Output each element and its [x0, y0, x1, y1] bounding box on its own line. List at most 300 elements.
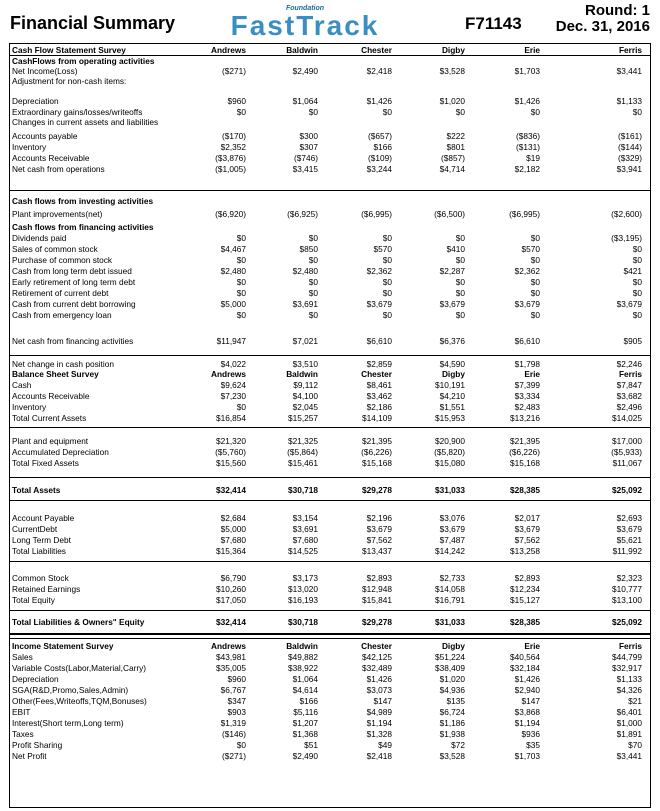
- balance-total-equity-label: Total Equity: [12, 595, 55, 605]
- cash-flow-net-ops-chester: $3,244: [366, 164, 392, 174]
- balance-total-liab-digby: $14,242: [435, 546, 465, 556]
- balance-current-debt-digby: $3,679: [439, 524, 465, 534]
- balance-accum-dep-label: Accumulated Depreciation: [12, 447, 109, 457]
- section-divider: [9, 477, 651, 478]
- balance-title-company-chester: Chester: [361, 369, 392, 379]
- balance-lt-debt-ferris: $5,621: [616, 535, 642, 545]
- section-divider: [9, 427, 651, 428]
- cash-flow-receivable-baldwin: ($746): [294, 153, 318, 163]
- cash-flow-inventory-digby: $801: [446, 142, 465, 152]
- cash-flow-changes-title-label: Changes in current assets and liabilities: [12, 117, 159, 127]
- cash-flow-fin-title-label: Cash flows from financing activities: [12, 222, 154, 232]
- income-ebit-chester: $4,989: [366, 707, 392, 717]
- balance-retained-digby: $14,058: [435, 584, 465, 594]
- income-net-profit-baldwin: $2,490: [292, 751, 318, 761]
- section-divider: [9, 633, 651, 635]
- cash-flow-payable-chester: ($657): [368, 131, 392, 141]
- income-depreciation-ferris: $1,133: [616, 674, 642, 684]
- cash-flow-retire-current-row: [9, 288, 649, 299]
- income-depreciation-andrews: $960: [227, 674, 246, 684]
- balance-total-equity-ferris: $13,100: [612, 595, 642, 605]
- balance-total-fixed-chester: $15,168: [362, 458, 392, 468]
- balance-inventory-ferris: $2,496: [616, 402, 642, 412]
- income-sales-digby: $51,224: [435, 652, 465, 662]
- income-variable-baldwin: $38,922: [288, 663, 318, 673]
- cash-flow-net-change-ferris: $2,246: [616, 359, 642, 369]
- income-sga-ferris: $4,326: [616, 685, 642, 695]
- cash-flow-net-ops-row: [9, 164, 649, 175]
- balance-receivable-digby: $4,210: [439, 391, 465, 401]
- balance-plant-chester: $21,395: [362, 436, 392, 446]
- balance-cash-label: Cash: [12, 380, 32, 390]
- balance-total-current-digby: $15,953: [435, 413, 465, 423]
- balance-total-equity-row: [9, 595, 649, 606]
- income-taxes-row: [9, 729, 649, 740]
- cash-flow-net-fin-erie: $6,610: [514, 336, 540, 346]
- cash-flow-receivable-chester: ($109): [368, 153, 392, 163]
- cash-flow-purchase-stock-baldwin: $0: [308, 255, 318, 265]
- balance-total-assets-baldwin: $30,718: [288, 485, 318, 495]
- cash-flow-lt-issued-erie: $2,362: [514, 266, 540, 276]
- cash-flow-sales-stock-andrews: $4,467: [220, 244, 246, 254]
- balance-total-assets-digby: $31,033: [435, 485, 465, 495]
- balance-retained-baldwin: $13,020: [288, 584, 318, 594]
- balance-retained-label: Retained Earnings: [12, 584, 81, 594]
- balance-total-equity-baldwin: $16,193: [288, 595, 318, 605]
- income-other-chester: $147: [373, 696, 392, 706]
- balance-common-stock-digby: $2,733: [439, 573, 465, 583]
- balance-total-le-chester: $29,278: [362, 617, 392, 627]
- cash-flow-dividends-label: Dividends paid: [12, 233, 67, 243]
- cash-flow-lt-issued-label: Cash from long term debt issued: [12, 266, 132, 276]
- cash-flow-inventory-andrews: $2,352: [220, 142, 246, 152]
- cash-flow-plant-andrews: ($6,920): [215, 209, 246, 219]
- cash-flow-sales-stock-erie: $570: [521, 244, 540, 254]
- balance-total-fixed-digby: $15,080: [435, 458, 465, 468]
- balance-inventory-row: [9, 402, 649, 413]
- balance-retained-erie: $12,234: [510, 584, 540, 594]
- income-other-row: [9, 696, 649, 707]
- income-ebit-digby: $6,724: [439, 707, 465, 717]
- cash-flow-inventory-erie: ($131): [516, 142, 540, 152]
- income-title-company-erie: Erie: [524, 641, 540, 651]
- cash-flow-net-income-chester: $2,418: [366, 66, 392, 76]
- income-variable-row: [9, 663, 649, 674]
- income-net-profit-label: Net Profit: [12, 751, 47, 761]
- income-sga-erie: $2,940: [514, 685, 540, 695]
- cash-flow-net-ops-andrews: ($1,005): [215, 164, 246, 174]
- income-ebit-erie: $3,868: [514, 707, 540, 717]
- cash-flow-current-borrow-erie: $3,679: [514, 299, 540, 309]
- cash-flow-dividends-row: [9, 233, 649, 244]
- cash-flow-receivable-digby: ($857): [441, 153, 465, 163]
- cash-flow-net-fin-ferris: $905: [623, 336, 642, 346]
- balance-total-equity-andrews: $17,050: [216, 595, 246, 605]
- cash-flow-sales-stock-label: Sales of common stock: [12, 244, 98, 254]
- income-variable-erie: $32,184: [510, 663, 540, 673]
- cash-flow-receivable-andrews: ($3,876): [215, 153, 246, 163]
- cash-flow-lt-early-ferris: $0: [632, 277, 642, 287]
- cash-flow-net-fin-label: Net cash from financing activities: [12, 336, 134, 346]
- balance-accum-dep-ferris: ($5,933): [611, 447, 642, 457]
- balance-cash-row: [9, 380, 649, 391]
- cash-flow-current-borrow-andrews: $5,000: [220, 299, 246, 309]
- cash-flow-dividends-andrews: $0: [236, 233, 246, 243]
- balance-inventory-label: Inventory: [12, 402, 47, 412]
- balance-total-current-label: Total Current Assets: [12, 413, 87, 423]
- balance-title-label: Balance Sheet Survey: [12, 369, 99, 379]
- cash-flow-emergency-ferris: $0: [632, 310, 642, 320]
- balance-cash-ferris: $7,847: [616, 380, 642, 390]
- balance-total-assets-row: [9, 485, 649, 496]
- cash-flow-purchase-stock-chester: $0: [382, 255, 392, 265]
- balance-cash-baldwin: $9,112: [293, 380, 318, 390]
- balance-inventory-baldwin: $2,045: [292, 402, 318, 412]
- cash-flow-lt-early-row: [9, 277, 649, 288]
- balance-total-fixed-label: Total Fixed Assets: [12, 458, 79, 468]
- balance-inventory-andrews: $0: [236, 402, 246, 412]
- balance-common-stock-erie: $2,893: [514, 573, 540, 583]
- balance-current-debt-chester: $3,679: [366, 524, 392, 534]
- balance-inventory-chester: $2,186: [366, 402, 392, 412]
- balance-payable-ferris: $2,693: [616, 513, 642, 523]
- balance-cash-erie: $7,399: [514, 380, 540, 390]
- balance-accum-dep-baldwin: ($5,864): [287, 447, 318, 457]
- balance-total-liab-erie: $13,258: [510, 546, 540, 556]
- balance-retained-ferris: $10,777: [612, 584, 642, 594]
- income-variable-label: Variable Costs(Labor,Material,Carry): [12, 663, 147, 673]
- balance-title-company-andrews: Andrews: [210, 369, 246, 379]
- income-sales-label: Sales: [12, 652, 33, 662]
- section-divider: [9, 55, 651, 56]
- cash-flow-payable-digby: $222: [446, 131, 465, 141]
- cash-flow-extraordinary-label: Extraordinary gains/losses/writeoffs: [12, 107, 143, 117]
- balance-accum-dep-erie: ($6,226): [509, 447, 540, 457]
- income-taxes-baldwin: $1,368: [292, 729, 318, 739]
- cash-flow-lt-issued-andrews: $2,480: [220, 266, 246, 276]
- cash-flow-purchase-stock-label: Purchase of common stock: [12, 255, 113, 265]
- balance-inventory-digby: $1,551: [439, 402, 465, 412]
- income-profit-sharing-chester: $49: [378, 740, 392, 750]
- balance-plant-ferris: $17,000: [612, 436, 642, 446]
- cash-flow-net-income-ferris: $3,441: [616, 66, 642, 76]
- cash-flow-current-borrow-label: Cash from current debt borrowing: [12, 299, 136, 309]
- cash-flow-net-fin-row: [9, 336, 649, 347]
- cash-flow-receivable-erie: $19: [526, 153, 540, 163]
- balance-common-stock-ferris: $2,323: [616, 573, 642, 583]
- income-title-company-chester: Chester: [361, 641, 392, 651]
- income-interest-label: Interest(Short term,Long term): [12, 718, 124, 728]
- income-net-profit-digby: $3,528: [439, 751, 465, 761]
- income-depreciation-row: [9, 674, 649, 685]
- balance-inventory-erie: $2,483: [514, 402, 540, 412]
- cash-flow-inv-title-label: Cash flows from investing activities: [12, 196, 154, 206]
- balance-total-current-ferris: $14,025: [612, 413, 642, 423]
- income-interest-andrews: $1,319: [220, 718, 246, 728]
- income-interest-ferris: $1,000: [616, 718, 642, 728]
- balance-total-assets-chester: $29,278: [362, 485, 392, 495]
- balance-accum-dep-row: [9, 447, 649, 458]
- balance-common-stock-chester: $2,893: [366, 573, 392, 583]
- cash-flow-purchase-stock-digby: $0: [455, 255, 465, 265]
- income-net-profit-erie: $1,703: [514, 751, 540, 761]
- cash-flow-sales-stock-baldwin: $850: [299, 244, 318, 254]
- cash-flow-inv-title-row: [9, 196, 649, 207]
- balance-current-debt-andrews: $5,000: [220, 524, 246, 534]
- company-name-digby: Digby: [441, 45, 465, 55]
- cash-flow-net-ops-ferris: $3,941: [616, 164, 642, 174]
- balance-lt-debt-baldwin: $7,680: [292, 535, 318, 545]
- income-depreciation-baldwin: $1,064: [292, 674, 318, 684]
- income-sga-digby: $4,936: [439, 685, 465, 695]
- cash-flow-lt-early-chester: $0: [382, 277, 392, 287]
- cash-flow-purchase-stock-erie: $0: [530, 255, 540, 265]
- income-variable-digby: $38,409: [435, 663, 465, 673]
- income-title-company-baldwin: Baldwin: [286, 641, 318, 651]
- cash-flow-sales-stock-row: [9, 244, 649, 255]
- cash-flow-net-income-andrews: ($271): [222, 66, 246, 76]
- cash-flow-plant-baldwin: ($6,925): [287, 209, 318, 219]
- balance-current-debt-ferris: $3,679: [616, 524, 642, 534]
- income-depreciation-chester: $1,426: [366, 674, 392, 684]
- income-taxes-digby: $1,938: [439, 729, 465, 739]
- balance-total-liab-baldwin: $14,525: [288, 546, 318, 556]
- cash-flow-emergency-chester: $0: [382, 310, 392, 320]
- cash-flow-op-title-label: CashFlows from operating activities: [12, 56, 155, 66]
- income-sales-row: [9, 652, 649, 663]
- balance-total-le-erie: $28,385: [510, 617, 540, 627]
- cash-flow-depreciation-andrews: $960: [227, 96, 246, 106]
- cash-flow-sales-stock-digby: $410: [446, 244, 465, 254]
- cash-flow-extraordinary-ferris: $0: [632, 107, 642, 117]
- balance-lt-debt-digby: $7,487: [439, 535, 465, 545]
- cash-flow-net-fin-digby: $6,376: [439, 336, 465, 346]
- income-title-row: [9, 641, 649, 652]
- income-taxes-label: Taxes: [12, 729, 34, 739]
- cash-flow-net-income-baldwin: $2,490: [292, 66, 318, 76]
- company-name-chester: Chester: [361, 45, 392, 55]
- income-title-company-digby: Digby: [441, 641, 465, 651]
- balance-total-liab-chester: $13,437: [362, 546, 392, 556]
- balance-total-le-andrews: $32,414: [216, 617, 246, 627]
- cash-flow-dividends-ferris: ($3,195): [611, 233, 642, 243]
- cash-flow-emergency-label: Cash from emergency loan: [12, 310, 112, 320]
- balance-total-current-chester: $14,109: [362, 413, 392, 423]
- balance-payable-andrews: $2,684: [220, 513, 246, 523]
- balance-accum-dep-digby: ($5,820): [434, 447, 465, 457]
- cash-flow-payable-baldwin: $300: [299, 131, 318, 141]
- income-profit-sharing-label: Profit Sharing: [12, 740, 63, 750]
- section-divider: [9, 355, 651, 356]
- balance-receivable-baldwin: $4,100: [292, 391, 318, 401]
- income-other-label: Other(Fees,Writeoffs,TQM,Bonuses): [12, 696, 147, 706]
- balance-total-fixed-ferris: $11,067: [612, 458, 642, 468]
- income-profit-sharing-digby: $72: [451, 740, 465, 750]
- income-net-profit-row: [9, 751, 649, 762]
- income-profit-sharing-row: [9, 740, 649, 751]
- income-net-profit-chester: $2,418: [366, 751, 392, 761]
- cash-flow-retire-current-chester: $0: [382, 288, 392, 298]
- income-sga-andrews: $6,767: [220, 685, 246, 695]
- cash-flow-inventory-ferris: ($144): [618, 142, 642, 152]
- cash-flow-retire-current-erie: $0: [530, 288, 540, 298]
- balance-common-stock-andrews: $6,790: [220, 573, 246, 583]
- balance-payable-label: Account Payable: [12, 513, 75, 523]
- income-ebit-baldwin: $5,116: [293, 707, 318, 717]
- section-divider: [9, 610, 651, 611]
- income-sga-label: SGA(R&D,Promo,Sales,Admin): [12, 685, 129, 695]
- cash-flow-receivable-row: [9, 153, 649, 164]
- balance-total-current-andrews: $16,854: [216, 413, 246, 423]
- cash-flow-emergency-row: [9, 310, 649, 321]
- income-taxes-andrews: ($146): [222, 729, 246, 739]
- balance-receivable-ferris: $3,682: [616, 391, 642, 401]
- balance-total-current-erie: $13,216: [510, 413, 540, 423]
- cash-flow-extraordinary-chester: $0: [382, 107, 392, 117]
- balance-accum-dep-andrews: ($5,760): [215, 447, 246, 457]
- income-other-baldwin: $166: [299, 696, 318, 706]
- cash-flow-net-change-digby: $4,590: [439, 359, 465, 369]
- cash-flow-plant-ferris: ($2,600): [611, 209, 642, 219]
- income-sales-erie: $40,564: [510, 652, 540, 662]
- cash-flow-inventory-label: Inventory: [12, 142, 47, 152]
- income-interest-erie: $1,194: [514, 718, 540, 728]
- round-date: Dec. 31, 2016: [555, 18, 650, 35]
- balance-total-fixed-row: [9, 458, 649, 469]
- income-sga-chester: $3,073: [366, 685, 392, 695]
- income-interest-digby: $1,186: [439, 718, 465, 728]
- cash-flow-payable-andrews: ($170): [222, 131, 246, 141]
- income-variable-andrews: $35,005: [216, 663, 246, 673]
- balance-total-liab-label: Total Liabilities: [12, 546, 66, 556]
- balance-cash-andrews: $9,624: [220, 380, 246, 390]
- cash-flow-net-ops-erie: $2,182: [514, 164, 540, 174]
- cash-flow-inventory-chester: $166: [373, 142, 392, 152]
- cash-flow-inventory-row: [9, 142, 649, 153]
- balance-current-debt-label: CurrentDebt: [12, 524, 58, 534]
- balance-cash-chester: $8,461: [366, 380, 392, 390]
- balance-total-equity-digby: $16,791: [435, 595, 465, 605]
- income-net-profit-ferris: $3,441: [616, 751, 642, 761]
- balance-payable-row: [9, 513, 649, 524]
- cash-flow-lt-early-digby: $0: [455, 277, 465, 287]
- logo-fasttrack-text: FastTrack: [230, 10, 380, 41]
- cash-flow-net-change-erie: $1,798: [514, 359, 540, 369]
- balance-common-stock-label: Common Stock: [12, 573, 69, 583]
- income-other-digby: $135: [446, 696, 465, 706]
- income-profit-sharing-erie: $35: [526, 740, 540, 750]
- cash-flow-depreciation-chester: $1,426: [366, 96, 392, 106]
- income-sales-andrews: $43,981: [216, 652, 246, 662]
- cash-flow-net-change-baldwin: $3,510: [292, 359, 318, 369]
- cash-flow-plant-erie: ($6,995): [509, 209, 540, 219]
- cash-flow-sales-stock-ferris: $0: [632, 244, 642, 254]
- cash-flow-current-borrow-ferris: $3,679: [616, 299, 642, 309]
- income-ebit-label: EBIT: [12, 707, 31, 717]
- balance-total-current-baldwin: $15,257: [288, 413, 318, 423]
- section-divider: [9, 190, 651, 191]
- income-interest-baldwin: $1,207: [292, 718, 318, 728]
- balance-total-assets-label: Total Assets: [12, 485, 61, 495]
- income-taxes-erie: $936: [521, 729, 540, 739]
- balance-title-row: [9, 369, 649, 380]
- cash-flow-extraordinary-erie: $0: [530, 107, 540, 117]
- cash-flow-payable-row: [9, 131, 649, 142]
- cash-flow-changes-title-row: [9, 117, 649, 128]
- cash-flow-emergency-andrews: $0: [236, 310, 246, 320]
- balance-title-company-digby: Digby: [441, 369, 465, 379]
- company-name-baldwin: Baldwin: [286, 45, 318, 55]
- balance-total-le-baldwin: $30,718: [288, 617, 318, 627]
- company-name-erie: Erie: [524, 45, 540, 55]
- balance-total-equity-chester: $15,841: [362, 595, 392, 605]
- cash-flow-depreciation-label: Depreciation: [12, 96, 59, 106]
- cash-flow-net-income-digby: $3,528: [439, 66, 465, 76]
- balance-total-assets-ferris: $25,092: [612, 485, 642, 495]
- balance-title-company-ferris: Ferris: [618, 369, 642, 379]
- cash-flow-net-change-andrews: $4,022: [220, 359, 246, 369]
- cash-flow-dividends-baldwin: $0: [308, 233, 318, 243]
- balance-plant-row: [9, 436, 649, 447]
- cash-flow-lt-issued-chester: $2,362: [366, 266, 392, 276]
- income-ebit-ferris: $6,401: [616, 707, 642, 717]
- balance-retained-andrews: $10,260: [216, 584, 246, 594]
- cash-flow-retire-current-label: Retirement of current debt: [12, 288, 109, 298]
- cash-flow-extraordinary-baldwin: $0: [308, 107, 318, 117]
- cash-flow-emergency-baldwin: $0: [308, 310, 318, 320]
- company-name-ferris: Ferris: [618, 45, 642, 55]
- cash-flow-net-income-row: [9, 66, 649, 77]
- cash-flow-receivable-ferris: ($329): [618, 153, 642, 163]
- cash-flow-depreciation-ferris: $1,133: [616, 96, 642, 106]
- cash-flow-purchase-stock-andrews: $0: [236, 255, 246, 265]
- cash-flow-sales-stock-chester: $570: [373, 244, 392, 254]
- round-info: [556, 3, 650, 35]
- cash-flow-net-income-label: Net Income(Loss): [12, 66, 78, 76]
- income-title-company-andrews: Andrews: [210, 641, 246, 651]
- income-profit-sharing-baldwin: $51: [304, 740, 318, 750]
- cash-flow-lt-early-erie: $0: [530, 277, 540, 287]
- balance-current-debt-baldwin: $3,691: [292, 524, 318, 534]
- balance-payable-erie: $2,017: [514, 513, 540, 523]
- balance-plant-baldwin: $21,325: [288, 436, 318, 446]
- cash-flow-fin-title-row: [9, 222, 649, 233]
- cash-flow-lt-issued-row: [9, 266, 649, 277]
- balance-common-stock-baldwin: $3,173: [292, 573, 318, 583]
- income-variable-ferris: $32,917: [612, 663, 642, 673]
- balance-lt-debt-andrews: $7,680: [220, 535, 246, 545]
- balance-total-assets-andrews: $32,414: [216, 485, 246, 495]
- cash-flow-net-change-chester: $2,859: [366, 359, 392, 369]
- balance-lt-debt-row: [9, 535, 649, 546]
- company-name-andrews: Andrews: [210, 45, 246, 55]
- cash-flow-title-row: [9, 45, 649, 56]
- income-profit-sharing-ferris: $70: [628, 740, 642, 750]
- cash-flow-depreciation-row: [9, 96, 649, 107]
- round-label: Round: 1: [585, 2, 650, 19]
- balance-total-le-digby: $31,033: [435, 617, 465, 627]
- income-other-ferris: $21: [628, 696, 642, 706]
- income-interest-chester: $1,194: [366, 718, 392, 728]
- section-divider: [9, 638, 651, 639]
- cash-flow-retire-current-digby: $0: [455, 288, 465, 298]
- cash-flow-emergency-erie: $0: [530, 310, 540, 320]
- balance-payable-digby: $3,076: [439, 513, 465, 523]
- cash-flow-retire-current-andrews: $0: [236, 288, 246, 298]
- cash-flow-current-borrow-row: [9, 299, 649, 310]
- balance-plant-erie: $21,395: [510, 436, 540, 446]
- income-depreciation-label: Depreciation: [12, 674, 59, 684]
